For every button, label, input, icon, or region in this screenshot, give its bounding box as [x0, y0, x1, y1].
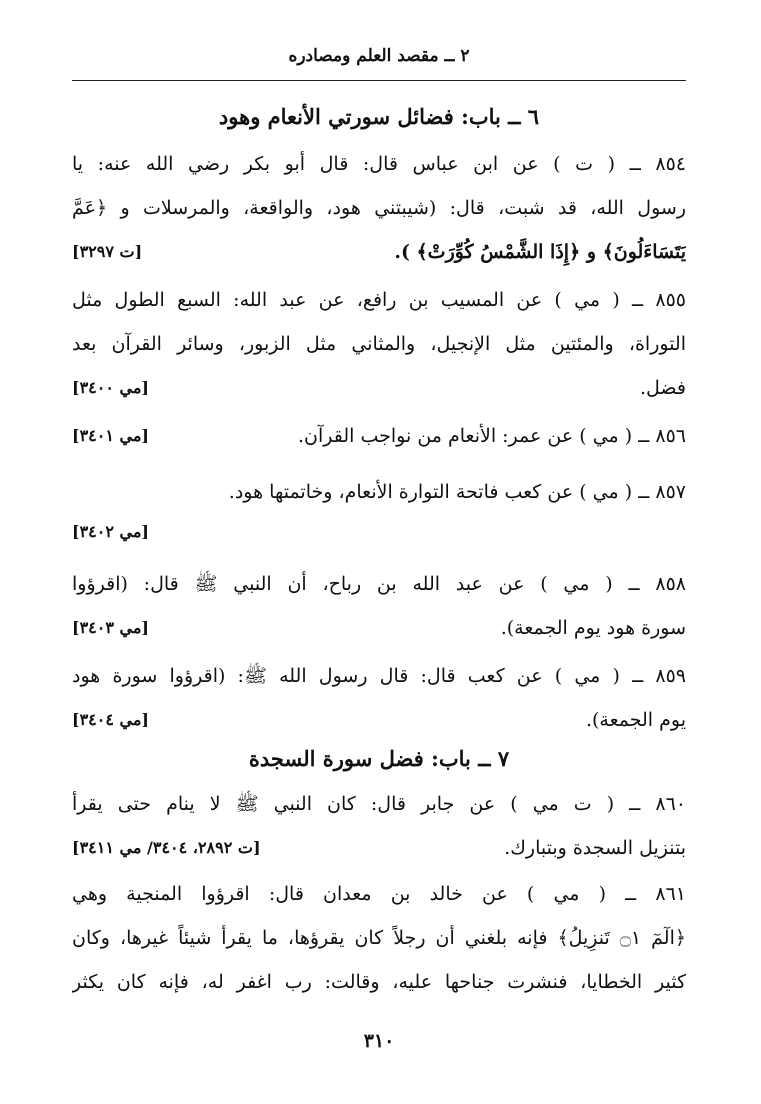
hadith-854: [72, 142, 686, 274]
hadith-855-line-2: التوراة، والمئتين مثل الإنجيل، والمثاني مثل الزبور، وسائر القرآن بعد: [72, 333, 686, 355]
hadith-857-reference: [مي ٣٤٠٢]: [72, 522, 149, 541]
book-page: [72, 0, 686, 1104]
running-head: ٢ ــ مقصد العلم ومصادره: [288, 46, 470, 66]
hadith-857-line-1: ٨٥٧ ــ ( مي ) عن كعب فاتحة التوارة الأنعام، وخاتمتها هود.: [228, 481, 686, 503]
hadith-861-line-3: كثير الخطايا، فنشرت جناحها عليه، وقالت: رب اغفر له، فإنه كان يكثر: [72, 971, 686, 993]
hadith-854-line-2: رسول الله، قد شبت، قال: (شيبتني هود، والواقعة، والمرسلات و ﴿عَمَّ: [72, 197, 686, 219]
page-number: ٣١٠: [363, 1030, 395, 1052]
chapter-heading-7: ٧ ــ باب: فضل سورة السجدة: [248, 746, 510, 771]
hadith-858-line-1: ٨٥٨ ــ ( مي ) عن عبد الله بن رباح، أن النبي ﷺ قال: (اقرؤوا: [72, 573, 686, 595]
hadith-861: [72, 872, 686, 1004]
hadith-855: [72, 278, 686, 410]
hadith-860-reference: [ت ٢٨٩٢، ٣٤٠٤/ مي ٣٤١١]: [72, 838, 261, 857]
hadith-860-line-1: ٨٦٠ ــ ( ت مي ) عن جابر قال: كان النبي ﷺ لا ينام حتى يقرأ: [72, 793, 686, 815]
hadith-855-reference: [مي ٣٤٠٠]: [72, 378, 149, 397]
hadith-855-line-1: ٨٥٥ ــ ( مي ) عن المسيب بن رافع، عن عبد الله: السبع الطول مثل: [72, 289, 686, 311]
hadith-854-line-3: يَتَسَاءَلُونَ﴾ و ﴿إِذَا الشَّمْسُ كُوِّرَتْ﴾ ).: [394, 241, 686, 263]
hadith-857: [72, 470, 686, 514]
hadith-854-line-1: ٨٥٤ ــ ( ت ) عن ابن عباس قال: قال أبو بكر رضي الله عنه: يا: [72, 153, 686, 175]
hadith-859-line-2: يوم الجمعة).: [585, 709, 686, 731]
hadith-860-line-2: بتنزيل السجدة وبتبارك.: [504, 837, 686, 859]
hadith-856-reference: [مي ٣٤٠١]: [72, 426, 149, 445]
hadith-856: [72, 414, 686, 458]
hadith-855-line-3: فضل.: [640, 377, 686, 399]
hadith-860: [72, 782, 686, 870]
hadith-861-line-1: ٨٦١ ــ ( مي ) عن خالد بن معدان قال: اقرؤوا المنجية وهي: [72, 883, 686, 905]
hadith-859-line-1: ٨٥٩ ــ ( مي ) عن كعب قال: قال رسول الله ﷺ: (اقرؤوا سورة هود: [72, 665, 686, 687]
hadith-859: [72, 654, 686, 742]
hadith-858: [72, 562, 686, 650]
hadith-856-line-1: ٨٥٦ ــ ( مي ) عن عمر: الأنعام من نواجب القرآن.: [298, 425, 686, 447]
header-rule: [72, 80, 686, 81]
hadith-861-line-2: ﴿الٓمٓ ۝١ تَنزِيلُ﴾ فإنه بلغني أن رجلاً كان يقرؤها، ما يقرأ شيئاً غيرها، وكان: [72, 927, 686, 949]
hadith-859-reference: [مي ٣٤٠٤]: [72, 710, 149, 729]
hadith-858-reference: [مي ٣٤٠٣]: [72, 618, 149, 637]
hadith-858-line-2: سورة هود يوم الجمعة).: [500, 617, 686, 639]
hadith-854-reference: [ت ٣٢٩٧]: [72, 242, 143, 261]
chapter-heading-6: ٦ ــ باب: فضائل سورتي الأنعام وهود: [218, 104, 540, 129]
